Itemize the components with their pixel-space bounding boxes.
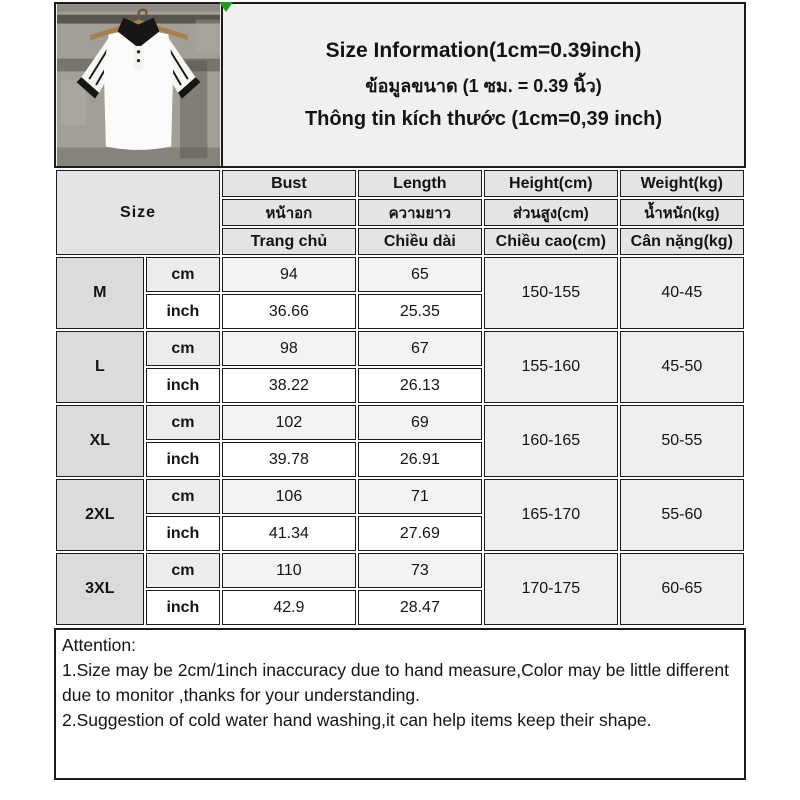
header-bust-vi: Trang chủ <box>222 228 356 255</box>
row-2xl-cm <box>56 479 744 514</box>
row-m-cm <box>56 257 744 292</box>
l-length-inch: 26.13 <box>358 368 482 403</box>
size-chart-content <box>54 2 746 780</box>
xl-height-range: 160-165 <box>484 405 618 477</box>
header-height-th: ส่วนสูง(cm) <box>484 199 618 226</box>
header-bust-th: หน้าอก <box>222 199 356 226</box>
l-weight-range: 45-50 <box>620 331 744 403</box>
polo-shirt-image <box>56 4 221 166</box>
unit-cm: cm <box>146 479 220 514</box>
header-row-english <box>56 170 744 197</box>
xl-length-inch: 26.91 <box>358 442 482 477</box>
header-weight-th: น้ำหนัก(kg) <box>620 199 744 226</box>
l-length-cm: 67 <box>358 331 482 366</box>
size-header-cell: Size <box>56 170 220 255</box>
header-bust-en: Bust <box>222 170 356 197</box>
2xl-weight-range: 55-60 <box>620 479 744 551</box>
3xl-weight-range: 60-65 <box>620 553 744 625</box>
attention-title: Attention: <box>62 635 136 655</box>
header-height-en: Height(cm) <box>484 170 618 197</box>
m-weight-range: 40-45 <box>620 257 744 329</box>
m-length-cm: 65 <box>358 257 482 292</box>
l-bust-cm: 98 <box>222 331 356 366</box>
m-height-range: 150-155 <box>484 257 618 329</box>
row-l-cm <box>56 331 744 366</box>
m-bust-inch: 36.66 <box>222 294 356 329</box>
attention-box <box>54 628 746 780</box>
row-3xl-cm <box>56 553 744 588</box>
2xl-length-cm: 71 <box>358 479 482 514</box>
2xl-bust-inch: 41.34 <box>222 516 356 551</box>
unit-cm: cm <box>146 405 220 440</box>
m-length-inch: 25.35 <box>358 294 482 329</box>
3xl-length-cm: 73 <box>358 553 482 588</box>
size-label-3xl: 3XL <box>56 553 144 625</box>
title-english: Size Information(1cm=0.39inch) <box>325 39 642 62</box>
3xl-length-inch: 28.47 <box>358 590 482 625</box>
unit-cm: cm <box>146 331 220 366</box>
header-weight-vi: Cân nặng(kg) <box>620 228 744 255</box>
unit-inch: inch <box>146 368 220 403</box>
header-length-en: Length <box>358 170 482 197</box>
title-box <box>223 4 744 166</box>
3xl-height-range: 170-175 <box>484 553 618 625</box>
header-height-vi: Chiều cao(cm) <box>484 228 618 255</box>
size-label-2xl: 2XL <box>56 479 144 551</box>
size-label-xl: XL <box>56 405 144 477</box>
header-weight-en: Weight(kg) <box>620 170 744 197</box>
unit-inch: inch <box>146 442 220 477</box>
m-bust-cm: 94 <box>222 257 356 292</box>
2xl-bust-cm: 106 <box>222 479 356 514</box>
size-label-l: L <box>56 331 144 403</box>
header-length-vi: Chiều dài <box>358 228 482 255</box>
attention-line-2: 2.Suggestion of cold water hand washing,it can help items keep their shape. <box>62 710 652 730</box>
3xl-bust-inch: 42.9 <box>222 590 356 625</box>
3xl-bust-cm: 110 <box>222 553 356 588</box>
header-block <box>54 2 746 168</box>
unit-inch: inch <box>146 294 220 329</box>
xl-bust-inch: 39.78 <box>222 442 356 477</box>
product-photo <box>56 4 223 166</box>
attention-line-1: 1.Size may be 2cm/1inch inaccuracy due to hand measure,Color may be little different due to monitor ,thanks for your understanding. <box>62 660 729 705</box>
size-table <box>54 168 746 627</box>
size-label-m: M <box>56 257 144 329</box>
unit-cm: cm <box>146 553 220 588</box>
2xl-length-inch: 27.69 <box>358 516 482 551</box>
xl-weight-range: 50-55 <box>620 405 744 477</box>
2xl-height-range: 165-170 <box>484 479 618 551</box>
title-vietnamese: Thông tin kích thước (1cm=0,39 inch) <box>304 108 663 130</box>
row-xl-cm <box>56 405 744 440</box>
xl-length-cm: 69 <box>358 405 482 440</box>
l-bust-inch: 38.22 <box>222 368 356 403</box>
unit-inch: inch <box>146 590 220 625</box>
header-length-th: ความยาว <box>358 199 482 226</box>
green-corner-marker-icon <box>219 2 233 12</box>
title-thai: ข้อมูลขนาด (1 ซม. = 0.39 นิ้ว) <box>365 76 602 96</box>
unit-inch: inch <box>146 516 220 551</box>
xl-bust-cm: 102 <box>222 405 356 440</box>
l-height-range: 155-160 <box>484 331 618 403</box>
unit-cm: cm <box>146 257 220 292</box>
